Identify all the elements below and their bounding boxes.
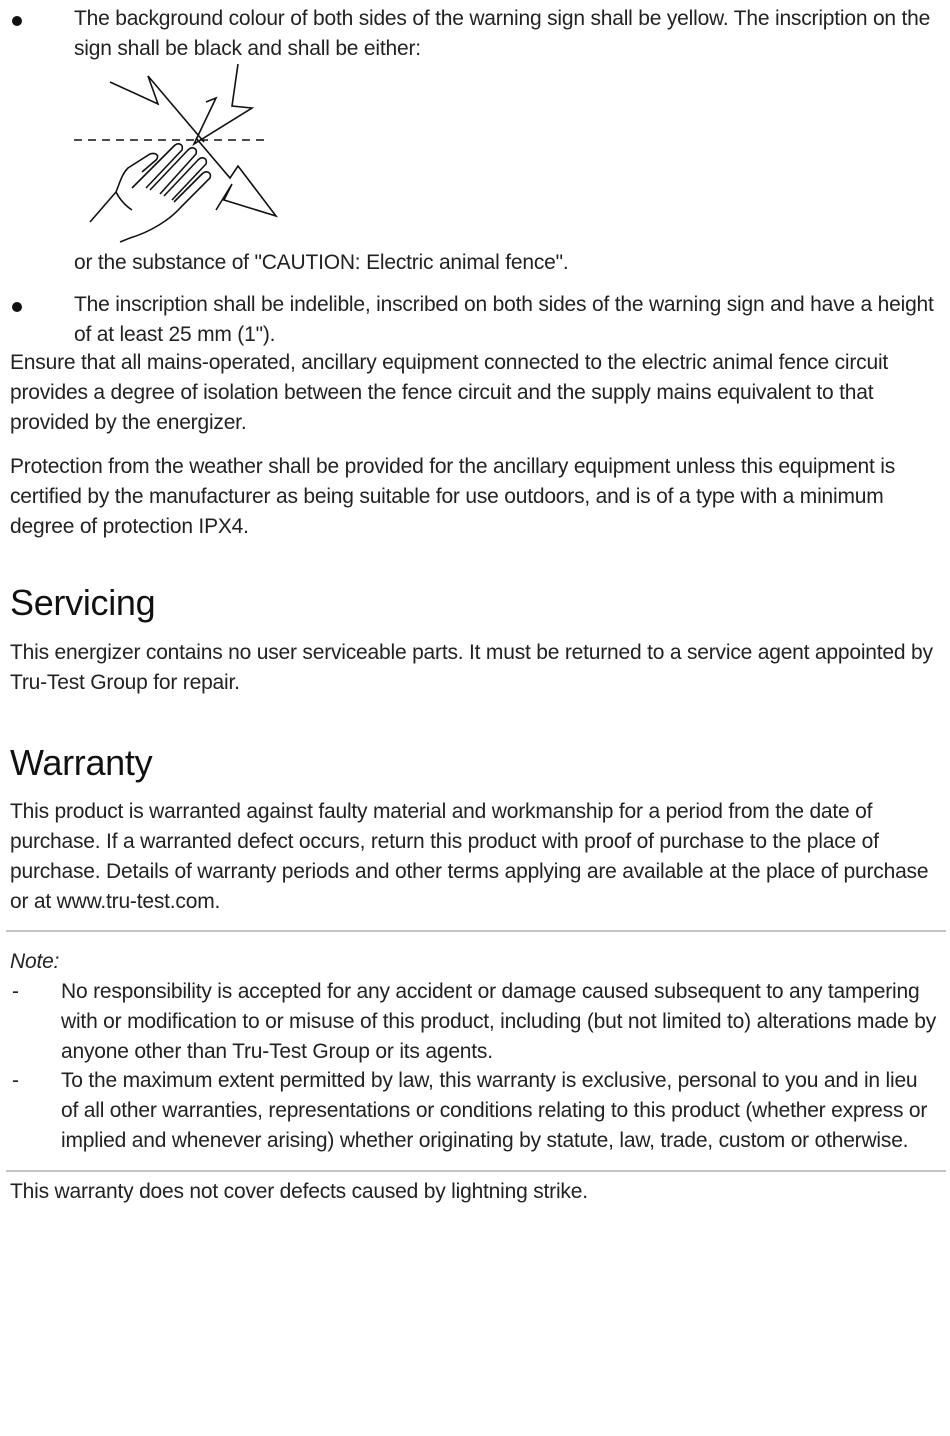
paragraph-weather-protection: Protection from the weather shall be provided for the ancillary equipment unless this equipment is certified by the manufacturer as being suitable for use outdoors, and is of a type with a minimum degree of protection IPX4. [10, 455, 896, 538]
hand-lightning-warning-icon [70, 60, 280, 245]
bullet-text: The background colour of both sides of the warning sign shall be yellow. The inscription on the sign shall be black and shall be either: [74, 7, 931, 60]
heading-servicing: Servicing [10, 582, 156, 623]
sign-caption: or the substance of "CAUTION: Electric animal fence". [74, 251, 569, 274]
dash-marker: - [12, 980, 19, 1003]
note-item [10, 977, 940, 1067]
bullet-sign-colour [10, 4, 940, 64]
bullet-dot [12, 302, 22, 312]
warranty-text: This product is warranted against faulty material and workmanship for a period from the date of purchase. If a warranted defect occurs, return this product with proof of purchase to the place of purchase. Details of warranty periods and other terms applying are available at the place of purchase or at www.tru-test.com. [10, 800, 929, 913]
paragraph-isolation: Ensure that all mains-operated, ancillary equipment connected to the electric animal fence circuit provides a degree of isolation between the fence circuit and the supply mains equivalent to that provided by the energizer. [10, 351, 889, 434]
bullet-inscription [10, 290, 940, 350]
note-item [10, 1066, 940, 1156]
note-label: Note: [10, 950, 60, 973]
heading-warranty: Warranty [10, 742, 153, 783]
dash-marker: - [12, 1069, 19, 1092]
bullet-dot [12, 16, 22, 26]
lightning-note: This warranty does not cover defects caused by lightning strike. [10, 1180, 588, 1203]
note-item-text: To the maximum extent permitted by law, this warranty is exclusive, personal to you and in lieu of all other warranties, representations or conditions relating to this product (whether express or implied and whenever arising) whether originating by statute, law, trade, custom or otherwise. [61, 1069, 928, 1152]
bullet-text: The inscription shall be indelible, inscribed on both sides of the warning sign and have a height of at least 25 mm (1"). [74, 293, 934, 346]
divider [6, 930, 946, 932]
servicing-text: This energizer contains no user serviceable parts. It must be returned to a service agent appointed by Tru-Test Group for repair. [10, 641, 933, 694]
note-item-text: No responsibility is accepted for any accident or damage caused subsequent to any tampering with or modification to or misuse of this product, including (but not limited to) alterations made by anyone other than Tru-Test Group or its agents. [61, 980, 937, 1063]
divider [6, 1170, 946, 1172]
